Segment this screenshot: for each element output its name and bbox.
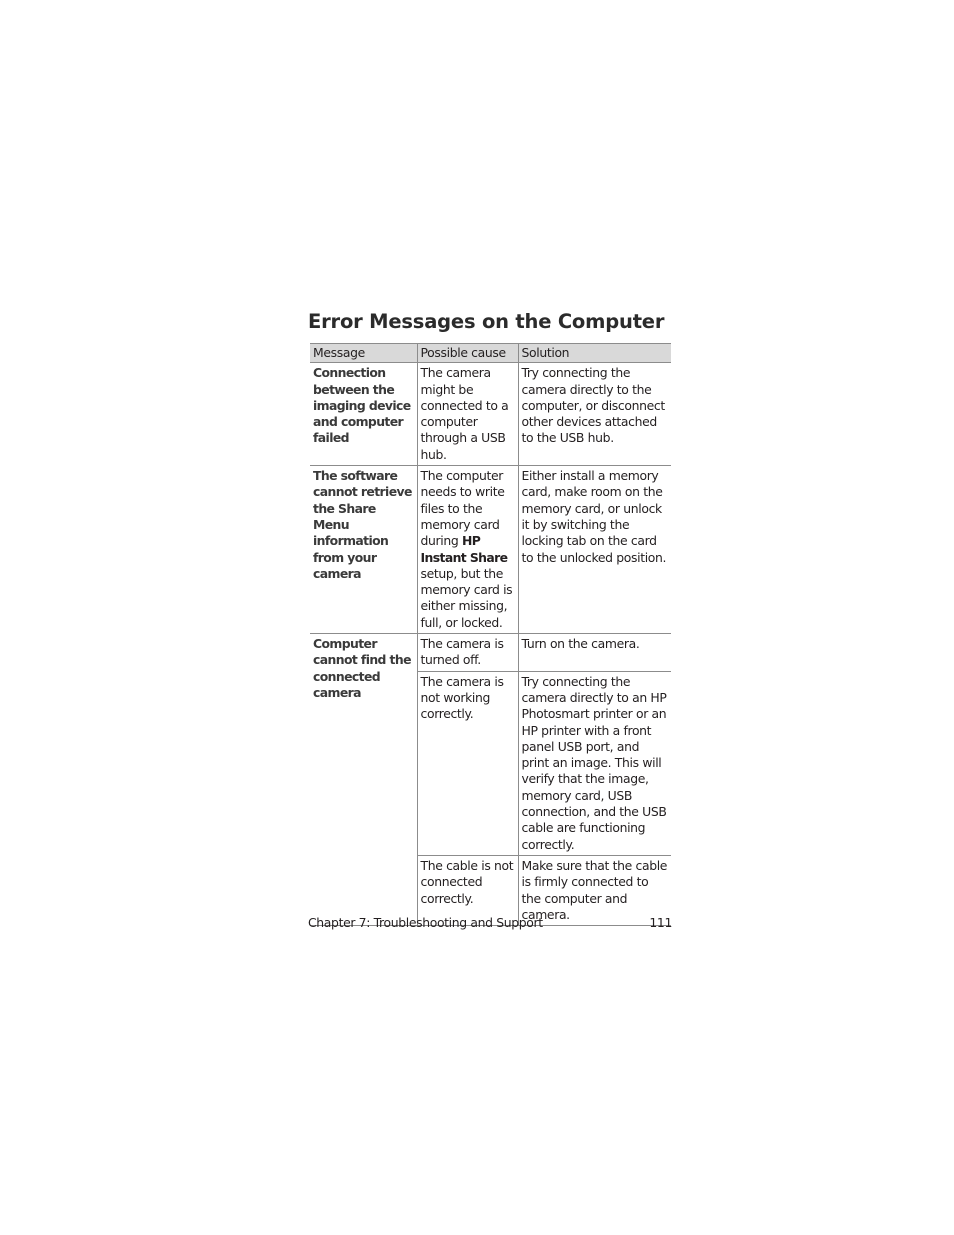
table-row xyxy=(310,466,671,634)
table-row xyxy=(310,634,671,672)
solution-cell: Turn on the camera. xyxy=(518,634,671,672)
message-cell: The software cannot retrieve the Share Menu information from your camera xyxy=(310,466,417,634)
error-messages-table xyxy=(310,343,671,926)
solution-cell: Make sure that the cable is firmly connected to the computer and camera. xyxy=(518,855,671,925)
table-row xyxy=(310,363,671,466)
message-cell: Computer cannot find the connected camera xyxy=(310,634,417,926)
cause-cell: The camera is turned off. xyxy=(417,634,518,672)
cause-cell: The cable is not connected correctly. xyxy=(417,855,518,925)
page-number: 111 xyxy=(649,915,672,930)
footer-chapter: Chapter 7: Troubleshooting and Support xyxy=(308,915,543,930)
cause-text: setup, but the memory card is either missing, full, or locked. xyxy=(420,565,513,630)
cause-text: The computer needs to write files to the memory card during xyxy=(420,468,505,549)
cause-cell: The camera is not working correctly. xyxy=(417,671,518,855)
product-name: HP Instant Share xyxy=(420,533,508,565)
table-header-row xyxy=(310,344,671,363)
cause-cell: The camera might be connected to a computer through a USB hub. xyxy=(417,363,518,466)
header-possible-cause: Possible cause xyxy=(417,344,518,363)
message-cell: Connection between the imaging device and computer failed xyxy=(310,363,417,466)
header-message: Message xyxy=(310,344,417,363)
solution-cell: Try connecting the camera directly to the computer, or disconnect other devices attached to the USB hub. xyxy=(518,363,671,466)
solution-cell: Try connecting the camera directly to an HP Photosmart printer or an HP printer with a front panel USB port, and print an image. This will verify that the image, memory card, USB connection, and the USB cable are functioning correctly. xyxy=(518,671,671,855)
cause-cell xyxy=(417,466,518,634)
header-solution: Solution xyxy=(518,344,671,363)
page-title: Error Messages on the Computer xyxy=(308,310,665,333)
solution-cell: Either install a memory card, make room on the memory card, or unlock it by switching the locking tab on the card to the unlocked position. xyxy=(518,466,671,634)
